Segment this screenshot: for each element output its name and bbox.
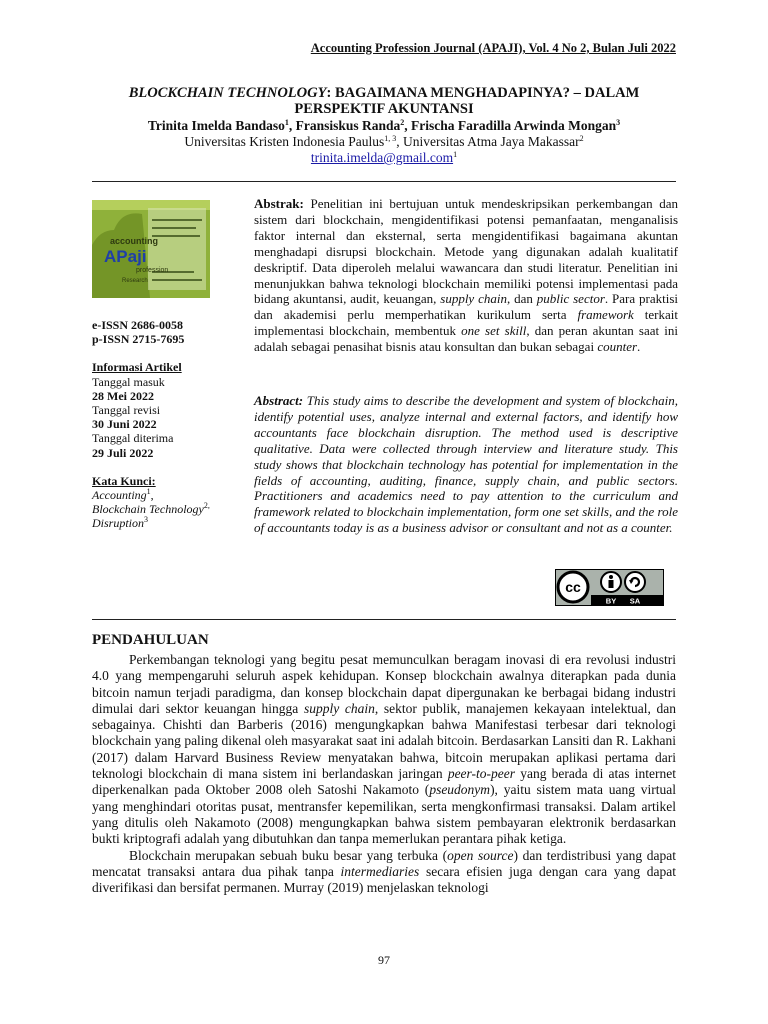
- affiliations: Universitas Kristen Indonesia Paulus$^{1, 3}$, Universitas Atma Jaya Makassar$^2$: [184, 134, 584, 149]
- page-number: 97: [378, 953, 390, 967]
- body-paragraph: [92, 652, 676, 848]
- cc-sa-text: SA: [629, 596, 641, 606]
- cc-text: cc: [565, 579, 581, 595]
- keyword: Disruption: [92, 516, 145, 531]
- paragraph-text: yang berada di atas internet diperkenalkan pada Oktober 2008 oleh Satoshi Nakamoto (: [92, 766, 676, 798]
- abstrak-italic: counter: [597, 339, 638, 355]
- author-sup: 2: [400, 118, 405, 127]
- title-rest: : BAGAIMANA MENGHADAPINYA? – DALAM: [326, 85, 640, 101]
- accepted-date: 29 Juli 2022: [92, 445, 154, 460]
- cover-word-accounting: accounting: [110, 236, 159, 246]
- author-name: Frischa Faradilla Arwinda Mongan: [411, 118, 617, 133]
- accepted-label: Tanggal diterima: [92, 431, 174, 446]
- abstrak-italic: one set skill: [461, 323, 527, 339]
- received-date: 28 Mei 2022: [92, 388, 154, 403]
- top-divider: [92, 181, 676, 182]
- cc-by-sa-badge[interactable]: [555, 569, 664, 606]
- abstract-label: Abstract:: [254, 393, 304, 408]
- abstrak-indonesian: [254, 196, 678, 355]
- keyword-sup: 3: [144, 515, 149, 525]
- section-divider: [92, 619, 676, 620]
- paragraph-text: ) dan terdistribusi yang dapat mencatat transaksi antara dua pihak tanpa: [92, 847, 676, 879]
- paragraph-text: Perkembangan teknologi yang begitu pesat memunculkan beragam inovasi di era revolusi industri 4.0 yang mempengaruhi seluruh aspek kehidupan. Konsep blockchain awalnya diterapkan pada dunia bitcoin namun terjadi paradigma, dan konsep blockchain dapat dipergunakan ke berbagai bidang industri dimulai dari sektor keuangan hingga: [92, 652, 676, 716]
- paragraph-text: secara efisien juga dengan cara yang dapat diverifikasi dan bersifat permanen. Murray (2019) menjelaskan teknologi: [92, 863, 676, 896]
- received-label: Tanggal masuk: [92, 374, 165, 389]
- paragraph-text: ), yaitu sistem mata uang virtual yang menghindari otoritas pusat, mentransfer kepemilikan, serta mengkonfirmasi transaksi. Dalam artikel yang ditulis oleh Nakamoto (2008) mengungkapkan bahwa sistem pembayaran elektronik berdasarkan bukti kriptografi adalah yang dibutuhkan dan tanpa memerlukan perantara pihak ketiga.: [92, 782, 676, 847]
- paragraph-text: Blockchain merupakan sebuah buku besar yang terbuka (: [129, 847, 448, 863]
- cover-brand: APaji: [104, 247, 147, 266]
- p-issn: p-ISSN 2715-7695: [92, 332, 185, 347]
- journal-cover-image: [92, 200, 210, 298]
- paragraph-italic: pseudonym: [429, 782, 491, 798]
- abstrak-italic: framework: [577, 307, 634, 323]
- author-list: Trinita Imelda Bandaso$^1$, Fransiskus Randa$^2$, Frischa Faradilla Arwinda Mongan$^3$: [147, 118, 621, 133]
- title-line2: PERSPEKTIF AKUNTANSI: [294, 101, 474, 117]
- keyword: Accounting: [92, 488, 147, 503]
- abstrak-italic: supply chain: [440, 291, 507, 307]
- abstrak-text: . Para praktisi dan akademisi perlu memperhatikan kurikulum serta: [254, 291, 678, 323]
- paragraph-italic: supply chain: [303, 700, 375, 716]
- cover-word-profession: profession: [136, 267, 169, 274]
- cover-word-research: Research: [122, 278, 148, 284]
- abstrak-italic: public sector: [536, 291, 605, 307]
- author-sup: 3: [616, 118, 621, 127]
- keyword: Blockchain Technology: [92, 502, 204, 517]
- keyword-sup: 1: [146, 487, 151, 497]
- email-link[interactable]: trinita.imelda@gmail.com: [310, 150, 454, 165]
- revised-date: 30 Juni 2022: [92, 417, 157, 432]
- cc-by-text: BY: [605, 596, 617, 606]
- title-italic: BLOCKCHAIN TECHNOLOGY: [128, 85, 327, 101]
- e-issn: e-ISSN 2686-0058: [92, 318, 184, 332]
- paragraph-italic: open source: [447, 847, 514, 863]
- abstract-english: [254, 393, 678, 536]
- paragraph-text: , sektor publik, manajemen kekayaan intelektual, dan sebagainya. Chishti dan Barberis (2016) mengungkapkan bahwa Manifestasi terbesar dari teknologi blockchain yang paling dikenal oleh masyarakat saat ini adalah bitcoin. Berdasarkan Lansiti dan R. Lakhani (2017) dalam Harvard Business Review menyatakan bahwa, bitcoin merupakan aplikasi pertama dari teknologi blockchain di mana sistem ini berlandaskan jaringan: [92, 700, 676, 782]
- keyword-sup: 2,: [203, 501, 210, 511]
- journal-cover-graphic: [92, 200, 210, 298]
- revised-label: Tanggal revisi: [92, 403, 161, 418]
- body-paragraph: [92, 848, 676, 897]
- abstrak-text: , dan peran akuntan saat ini adalah sebagai penasihat bisnis atau konsultan dan bukan sebagai: [254, 323, 678, 355]
- abstract-text: This study aims to describe the development and system of blockchain, identify potential uses, analyze internal and external factors, and identify how accountants face blockchain disruption. The method used is descriptive qualitative. Data were collected through interview and literature study. This study shows that blockchain technology has potential for implementation in the fields of accounting, auditing, finance, supply chain, and public sectors. Practitioners and academics need to pay attention to the curriculum and framework related to blockchain implementation, form one set skills, and the role of accountants today is as a business advisor or consultant and not as a counter.: [254, 393, 678, 536]
- body-text: [92, 652, 676, 896]
- abstrak-label: Abstrak:: [254, 196, 304, 211]
- abstrak-text: , dan: [506, 291, 537, 307]
- section-heading: PENDAHULUAN: [92, 632, 209, 648]
- paragraph-italic: intermediaries: [340, 863, 420, 879]
- affiliation-name: Universitas Atma Jaya Makassar: [403, 134, 580, 149]
- article-sidebar: e-ISSN 2686-0058 p-ISSN 2715-7695 Informasi Artikel Tanggal masuk 28 Mei 2022 Tanggal revisi 30 Juni 2022 Tanggal diterima 29 Juli 2022 Kata Kunci: Accounting$^1$, Blockchain Technology$^{2,}$ Disruption$^3$: [92, 318, 232, 531]
- author-sup: 1: [284, 118, 289, 127]
- paper-title: [92, 85, 676, 117]
- email-sup: 1: [453, 150, 458, 159]
- contact-email: [92, 150, 676, 166]
- author-name: Fransiskus Randa: [295, 118, 401, 133]
- article-info-heading: Informasi Artikel: [92, 360, 182, 375]
- cc-license-icon: [555, 569, 664, 606]
- affiliation-sup: 1, 3: [384, 134, 397, 143]
- author-name: Trinita Imelda Bandaso: [147, 118, 285, 133]
- affiliation-name: Universitas Kristen Indonesia Paulus: [184, 134, 385, 149]
- affiliation-sup: 2: [579, 134, 584, 143]
- abstrak-text: Penelitian ini bertujuan untuk mendeskripsikan perkembangan dan sistem dari blockchain, mengidentifikasi potensi pemanfaatan, menganalisis faktor internal dan eksternal, serta mengidentifikasi bagaimana akuntan menghadapi disrupsi blockchain. Metode yang digunakan adalah kualitatif deskriptif. Data diperoleh melalui wawancara dan studi literatur. Penelitian ini menunjukkan bahwa teknologi blockchain memiliki potensi implementasi pada bidang akuntansi, audit, keuangan,: [254, 196, 678, 307]
- abstrak-text: .: [637, 339, 641, 355]
- paragraph-italic: peer-to-peer: [447, 766, 516, 782]
- abstrak-text: terkait implementasi blockchain, membentuk: [254, 307, 678, 339]
- keywords-heading: Kata Kunci:: [92, 473, 156, 488]
- journal-header: Accounting Profession Journal (APAJI), Vol. 4 No 2, Bulan Juli 2022: [310, 41, 676, 55]
